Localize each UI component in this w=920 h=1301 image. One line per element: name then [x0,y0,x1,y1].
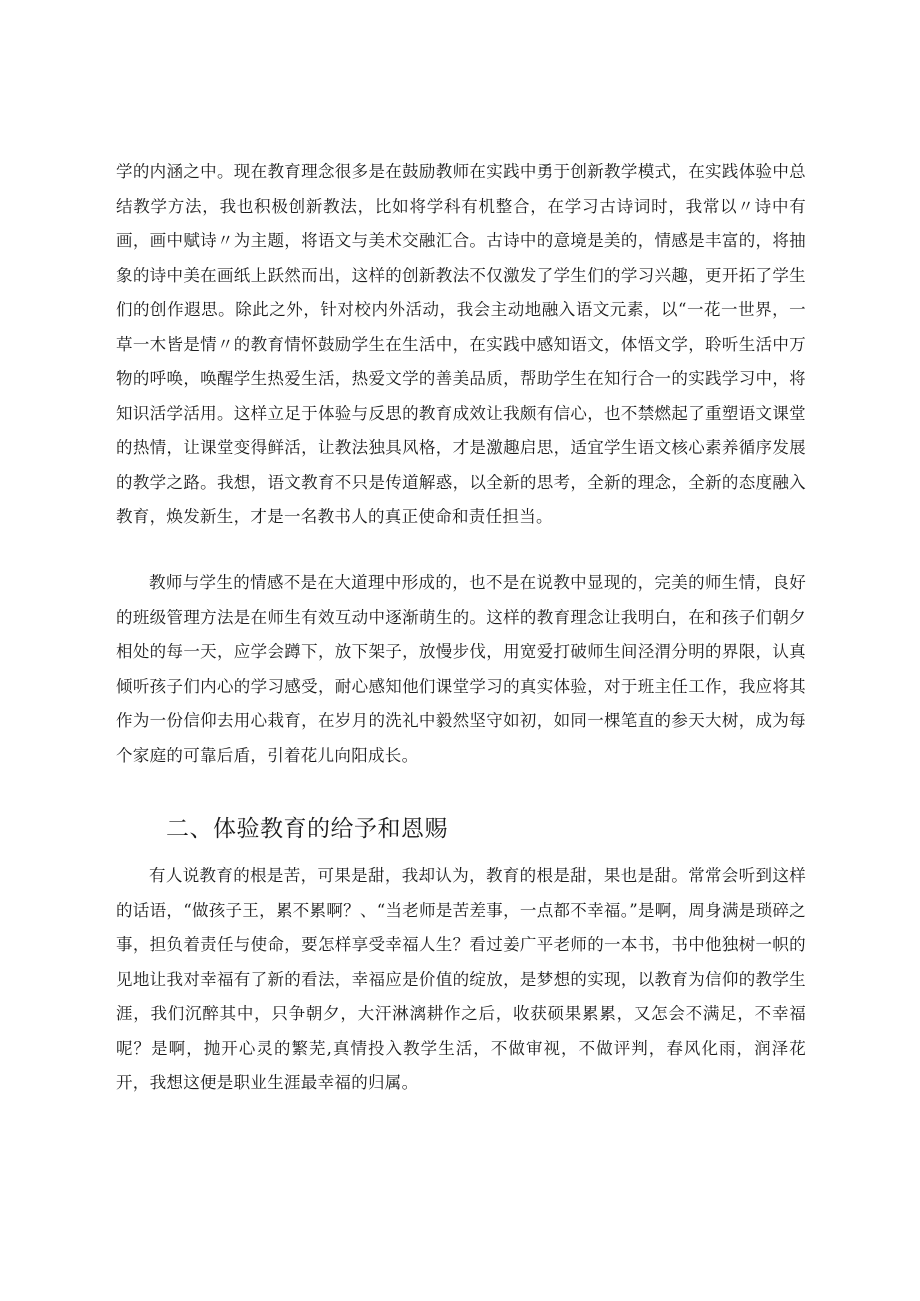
paragraph-continued: 学的内涵之中。现在教育理念很多是在鼓励教师在实践中勇于创新教学模式，在实践体验中总结教学方法，我也积极创新教法，比如将学科有机整合，在学习古诗词时，我常以〃诗中有画，画中赋诗〃为主题，将语文与美术交融汇合。古诗中的意境是美的，情感是丰富的，将抽象的诗中美在画纸上跃然而出，这样的创新教法不仅激发了学生们的学习兴趣，更开拓了学生们的创作遐思。除此之外，针对校内外活动，我会主动地融入语文元素，以“一花一世界，一草一木皆是情〃的教育情怀鼓励学生在生活中，在实践中感知语文，体悟文学，聆听生活中万物的呼唤，唤醒学生热爱生活，热爱文学的善美品质，帮助学生在知行合一的实践学习中，将知识活学活用。这样立足于体验与反思的教育成效让我颇有信心，也不禁燃起了重塑语文课堂的热情，让课堂变得鲜活，让教法独具风格，才是激趣启思，适宜学生语文核心素养循序发展的教学之路。我想，语文教育不只是传道解惑，以全新的思考，全新的理念，全新的态度融入教育，焕发新生，才是一名教书人的真正使命和责任担当。 [116,162,806,526]
paragraph-teacher-student: 教师与学生的情感不是在大道理中形成的，也不是在说教中显现的，完美的师生情，良好的班级管理方法是在师生有效互动中逐渐萌生的。这样的教育理念让我明白，在和孩子们朝夕相处的每一天，应学会蹲下，放下架子，放慢步伐，用宽爱打破师生间泾渭分明的界限，认真倾听孩子们内心的学习感受，耐心感知他们课堂学习的真实体验，对于班主任工作，我应将其作为一份信仰去用心栽育，在岁月的洗礼中毅然坚守如初，如同一棵笔直的参天大树，成为每个家庭的可靠后盾，引着花儿向阳成长。 [116,573,806,765]
section-heading: 二、体验教育的给予和恩赐 [166,816,448,842]
paragraph-happiness: 有人说教育的根是苦，可果是甜，我却认为，教育的根是甜，果也是甜。常常会听到这样的话语，“做孩子王，累不累啊？、“当老师是苦差事，一点都不幸福。”是啊，周身满是琐碎之事，担负着责任与使命，要怎样享受幸福人生？看过姜广平老师的一本书，书中他独树一帜的见地让我对幸福有了新的看法，幸福应是价值的绽放，是梦想的实现，以教育为信仰的教学生涯，我们沉醉其中，只争朝夕，大汗淋漓耕作之后，收获硕果累累，又怎会不满足，不幸福呢？是啊，抛开心灵的繁芜,真情投入教学生活，不做审视，不做评判，春风化雨，润泽花开，我想这便是职业生涯最幸福的归属。 [116,866,806,1092]
